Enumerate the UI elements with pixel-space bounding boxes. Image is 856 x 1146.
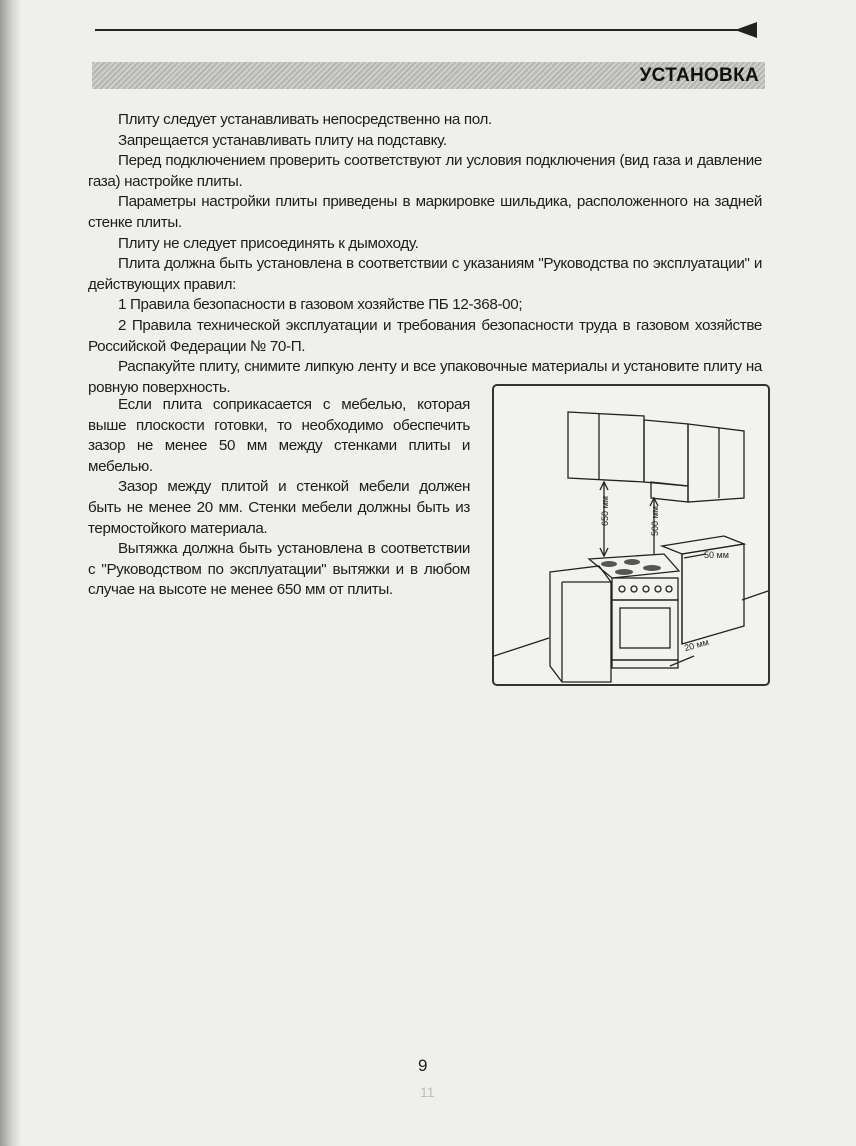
burners	[601, 559, 661, 575]
dimension-650-label: 650 мм	[599, 496, 610, 526]
body-text	[88, 110, 762, 398]
dimension-500-label: 500 мм	[649, 506, 660, 536]
kitchen-illustration	[494, 386, 768, 684]
header-rule	[95, 29, 745, 31]
installation-diagram	[492, 384, 770, 686]
paragraph: 1 Правила безопасности в газовом хозяйстве ПБ 12-368-00;	[118, 296, 523, 314]
paragraph: Если плита соприкасается с мебелью, которая выше плоскости готовки, то необходимо обеспечить зазор не менее 50 мм между стенками плиты и мебелью.	[88, 396, 470, 475]
dimension-20-label: 20 мм	[683, 636, 710, 654]
paragraph: Запрещается устанавливать плиту на подставку.	[118, 131, 447, 149]
page-edge-shadow	[0, 0, 22, 1146]
dimension-50-label: 50 мм	[704, 550, 729, 560]
paragraph: Плиту следует устанавливать непосредственно на пол.	[118, 111, 492, 128]
paragraph: Вытяжка должна быть установлена в соответствии с "Руководством по эксплуатации" вытяжки и в любом случае на высоте не менее 650 мм от плиты.	[88, 540, 470, 599]
section-banner	[92, 62, 765, 89]
section-title: УСТАНОВКА	[639, 65, 759, 86]
paragraph: Плиту не следует присоединять к дымоходу.	[118, 234, 419, 252]
bleed-through-page-number: 11	[420, 1084, 435, 1100]
arrow-icon	[735, 22, 757, 38]
paragraph: Перед подключением проверить соответствуют ли условия подключения (вид газа и давление газа) настройке плиты.	[88, 152, 762, 190]
side-text	[88, 395, 470, 601]
paragraph: Зазор между плитой и стенкой мебели должен быть не менее 20 мм. Стенки мебели должны быть из термостойкого материала.	[88, 478, 470, 537]
paragraph: 2 Правила технической эксплуатации и требования безопасности труда в газовом хозяйстве Российской Федерации № 70-П.	[88, 316, 762, 355]
paragraph: Плита должна быть установлена в соответствии с указаниям "Руководства по эксплуатации" и действующих правил:	[88, 255, 762, 293]
page-number: 9	[418, 1056, 428, 1075]
paragraph: Параметры настройки плиты приведены в маркировке шильдика, расположенного на задней стенке плиты.	[88, 193, 762, 231]
paragraph: Распакуйте плиту, снимите липкую ленту и все упаковочные материалы и установите плиту на ровную поверхность.	[88, 358, 762, 396]
